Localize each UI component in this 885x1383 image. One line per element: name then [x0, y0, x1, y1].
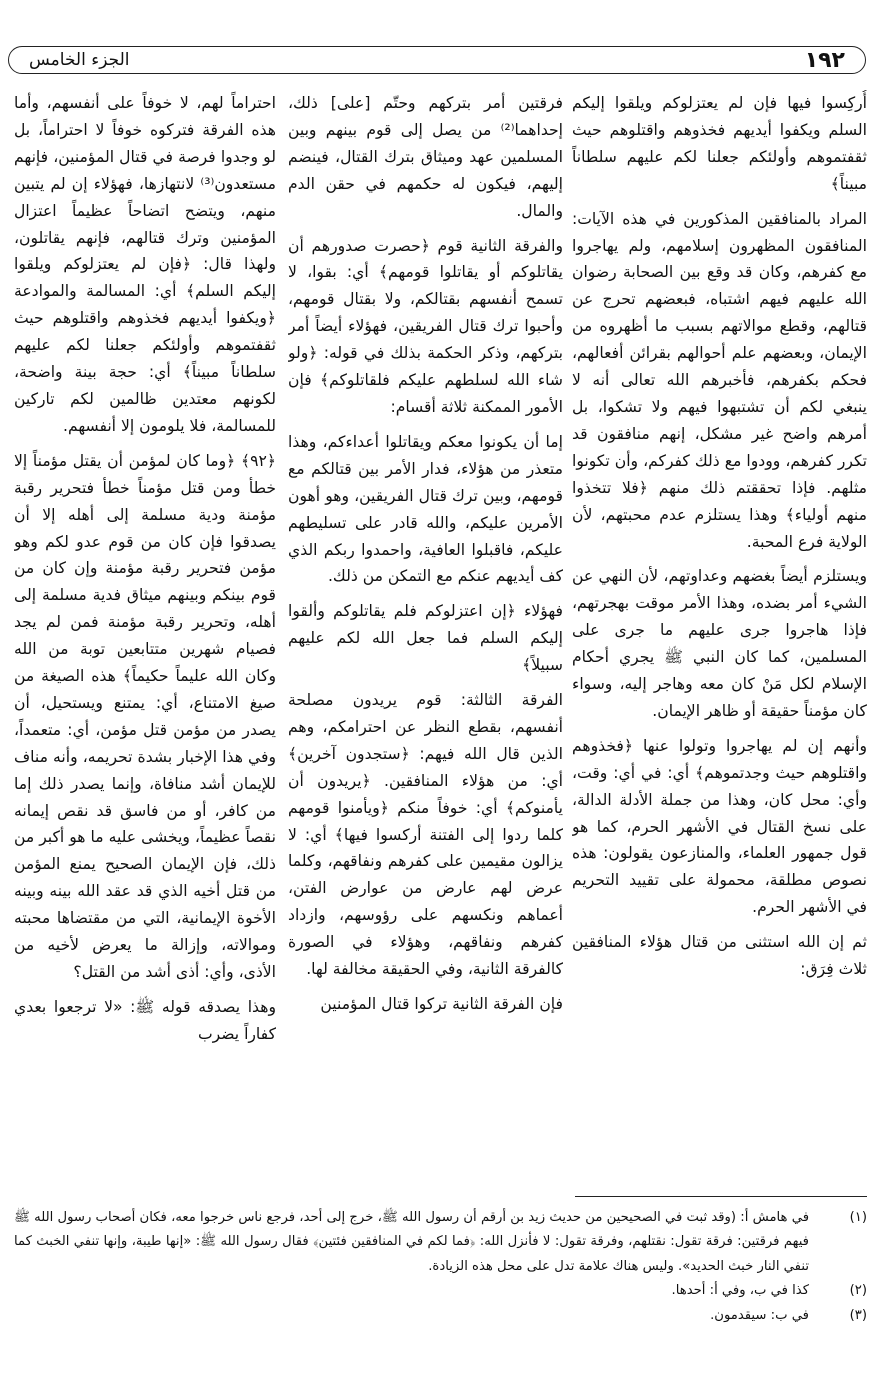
footnote — [14, 1206, 867, 1279]
footnote-number: (٢) — [849, 1283, 867, 1299]
paragraph: فإن الفرقة الثانية تركوا قتال المؤمنين — [320, 995, 563, 1013]
paragraph: المراد بالمنافقين المذكورين في هذه الآيات: المنافقون المظهرون إسلامهم، ولم يهاجروا مع كفرهم، وكان قد وقع بين الصحابة رضوان الله عليهم فيهم اشتباه، فبعضهم تحرج عن قتالهم، وقطع موالاتهم بسبب ما أظهروه من الإيمان، وبعضهم علم أحوالهم بقرائن أفعالهم، فحكم بكفرهم، فأخبرهم الله تعالى أنه لا ينبغي لكم أن تشتبهوا فيهم ولا تشكوا، بل أمرهم واضح غير مشكل، إنهم منافقون قد تكرر كفرهم، وودوا مع ذلك كفركم، وأن تكونوا مثلهم. فإذا تحققتم ذلك منهم ﴿فلا تتخذوا منهم أولياء﴾ وهذا يستلزم عدم محبتهم، لأن الولاية فرع المحبة. — [572, 209, 867, 551]
footnote-text: في ب: سيقدمون. — [710, 1307, 809, 1323]
footnote-divider — [575, 1196, 867, 1197]
paragraph: ويستلزم أيضاً بغضهم وعداوتهم، لأن النهي عن الشيء أمر بضده، وهذا الأمر موقت بهجرتهم، فإذا هاجروا جرى عليهم ما جرى على المسلمين، كما كان النبي ﷺ يجري أحكام الإسلام لكل مَنْ كان معه وهاجر إليه، وسواء كان مؤمناً حقيقة أو ظاهر الإيمان. — [572, 567, 867, 720]
paragraph: فرقتين أمر بتركهم وحتّم [على] ذلك، إحداهما⁽²⁾ من يصل إلى قوم بينهم وبين المسلمين عهد وميثاق بترك القتال، فينضم إليهم، فيكون له حكمهم في حقن الدم والمال. — [288, 94, 563, 220]
paragraph: إما أن يكونوا معكم ويقاتلوا أعداءكم، وهذا متعذر من هؤلاء، فدار الأمر بين قتالكم مع قومهم، وبين ترك قتال الفريقين، وهو أهون الأمرين عليكم، والله قادر على تسليطهم عليكم، فاقبلوا العافية، واحمدوا ربكم الذي كف أيديهم عنكم مع التمكن من ذلك. — [288, 432, 563, 586]
part-title: الجزء الخامس — [29, 50, 130, 70]
page-header — [8, 46, 866, 74]
paragraph: أُركِسوا فيها فإن لم يعتزلوكم ويلقوا إليكم السلم ويكفوا أيديهم فخذوهم واقتلوهم حيث ثقفتموهم وأولئكم جعلنا لكم عليهم سلطاناً مبيناً﴾ — [572, 94, 867, 193]
column-middle — [288, 90, 563, 1180]
footnote-text: كذا في ب، وفي أ: أحدها. — [671, 1283, 809, 1299]
paragraph: ﴿٩٢﴾ ﴿وما كان لمؤمن أن يقتل مؤمناً إلا خطأ ومن قتل مؤمناً خطأ فتحرير رقبة مؤمنة ودية مسلمة إلى أهله إلا أن يصدقوا فإن كان من قوم عدو لكم وهو مؤمن فتحرير رقبة مؤمنة وإن كان من قوم بينكم وبينهم ميثاق فدية مسلمة إلى أهله، وتحرير رقبة مؤمنة فمن لم يجد فصيام شهرين متتابعين توبة من الله وكان الله عليماً حكيماً﴾ هذه الصيغة من صيغ الامتناع، أي: يمتنع ويستحيل، أن يصدر من مؤمن قتل مؤمن، أي: متعمداً، وفي هذا الإخبار بشدة تحريمه، وأنه مناف للإيمان أشد منافاة، وإنما يصدر ذلك إما من كافر، أو من فاسق قد نقص إيمانه نقصاً عظيماً، ويخشى عليه ما هو أكبر من ذلك، فإن الإيمان الصحيح يمنع المؤمن من قتل أخيه الذي قد عقد الله بينه وبينه الأخوة الإيمانية، التي من مقتضاها محبته وموالاته، وإزالة ما يعرض لأخيه من الأذى، وأي: أذى أشد من القتل؟ — [14, 451, 276, 981]
paragraph: وأنهم إن لم يهاجروا وتولوا عنها ﴿فخذوهم واقتلوهم حيث وجدتموهم﴾ أي: في أي: وقت، وأي: محل كان، وهذا من جملة الأدلة الدالة، على نسخ القتال في الأشهر الحرم، كما هو قول جمهور العلماء، والمنازعون يقولون: هذه نصوص مطلقة، محمولة على تقييد التحريم في الأشهر الحرم. — [572, 736, 867, 917]
paragraph: وهذا يصدقه قوله ﷺ: «لا ترجعوا بعدي كفاراً يضرب — [14, 997, 276, 1043]
paragraph: الفرقة الثالثة: قوم يريدون مصلحة أنفسهم، بقطع النظر عن احترامكم، وهم الذين قال الله فيهم: ﴿ستجدون آخرين﴾ أي: من هؤلاء المنافقين. ﴿يريدون أن يأمنوكم﴾ أي: خوفاً منكم ﴿ويأمنوا قومهم كلما ردوا إلى الفتنة أركسوا فيها﴾ أي: لا يزالون مقيمين على كفرهم ونفاقهم، وكلما عرض لهم عارض من عوارض الفتن، أعماهم ونكسهم على رؤوسهم، وازداد كفرهم ونفاقهم، وهؤلاء في الصورة كالفرقة الثانية، وفي الحقيقة مخالفة لها. — [288, 691, 563, 979]
column-left — [14, 90, 276, 1180]
column-right — [572, 90, 867, 1180]
paragraph: احتراماً لهم، لا خوفاً على أنفسهم، وأما هذه الفرقة فتركوه خوفاً لا احتراماً، بل لو وجدوا فرصة في قتال المؤمنين، فإنهم مستعدون⁽³⁾ لانتهازها، فهؤلاء إن لم يتبين منهم، ويتضح اتضاحاً عظيماً اعتزال المؤمنين وترك قتالهم، فإنهم يقاتلون، ولهذا قال: ﴿فإن لم يعتزلوكم ويلقوا إليكم السلم﴾ أي: المسالمة والموادعة ﴿ويكفوا أيديهم فخذوهم واقتلوهم حيث ثقفتموهم وأولئكم جعلنا لكم عليهم سلطاناً مبيناً﴾ أي: حجة بينة واضحة، لكونهم معتدين ظالمين لكم تاركين للمسالمة، فلا يلومون إلا أنفسهم. — [14, 94, 276, 435]
paragraph: والفرقة الثانية قوم ﴿حصرت صدورهم أن يقاتلوكم أو يقاتلوا قومهم﴾ أي: بقوا، لا تسمح أنفسهم بقتالكم، ولا بقتال قومهم، وأحبوا ترك قتال الفريقين، فهؤلاء أيضاً أمر بتركهم، وذكر الحكمة بذلك في قوله: ﴿ولو شاء الله لسلطهم عليكم فلقاتلوكم﴾ فإن الأمور الممكنة ثلاثة أقسام: — [288, 236, 563, 416]
footnote-number: (٣) — [849, 1307, 867, 1323]
footnote — [14, 1304, 867, 1328]
page-number: ١٩٢ — [804, 47, 845, 73]
footnote-number: (١) — [849, 1210, 867, 1225]
footnotes — [14, 1206, 867, 1328]
footnote — [14, 1279, 867, 1303]
paragraph: فهؤلاء ﴿إن اعتزلوكم فلم يقاتلوكم وألقوا إليكم السلم فما جعل الله لكم عليهم سبيلاً﴾ — [288, 602, 563, 675]
footnote-text: في هامش أ: (وقد ثبت في الصحيحين من حديث زيد بن أرقم أن رسول الله ﷺ، خرج إلى أحد، فرجع ناس خرجوا معه، فكان أصحاب رسول الله ﷺ فيهم فرقتين: فرقة تقول: نقتلهم، وفرقة تقول: لا فأنزل الله: ﴿فما لكم في المنافقين فئتين﴾ فقال رسول الله ﷺ: «إنها طيبة، وإنها تنفي الخبث كما تنفي النار خبث الحديد». وليس هناك علامة تدل على محل هذه الزيادة. — [14, 1210, 809, 1274]
paragraph: ثم إن الله استثنى من قتال هؤلاء المنافقين ثلاث فِرَق: — [572, 933, 867, 979]
